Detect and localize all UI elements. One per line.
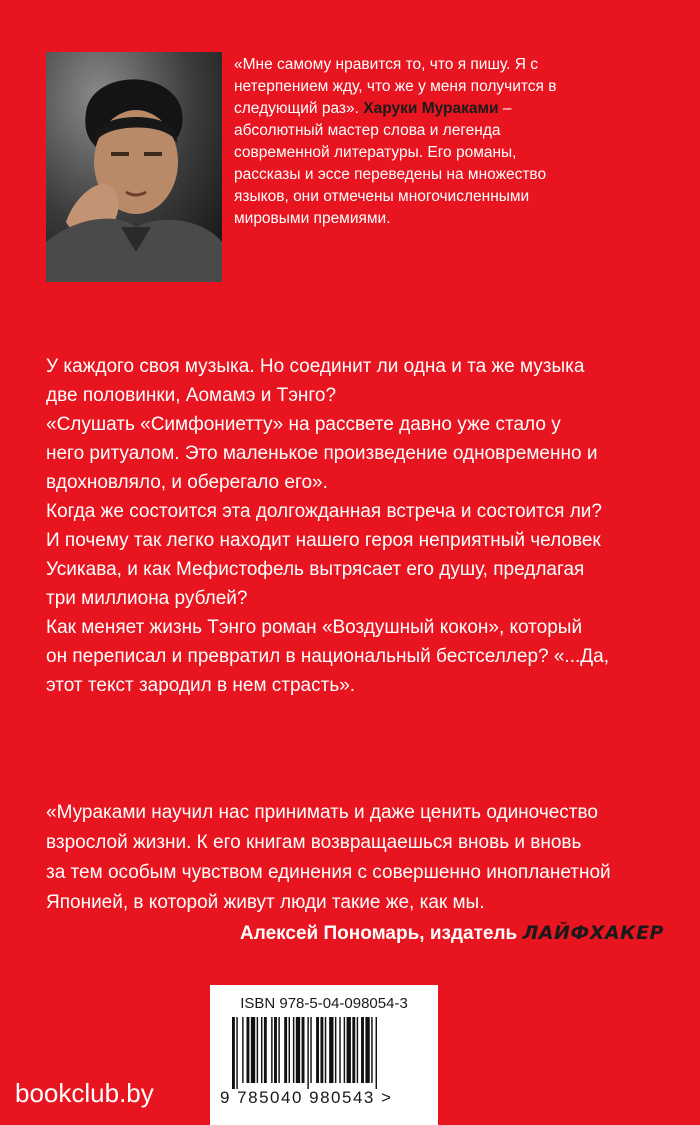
barcode-bar <box>289 1017 290 1083</box>
barcode-bar <box>316 1017 319 1083</box>
author-name: Харуки Мураками <box>363 100 499 117</box>
author-description: – абсолютный мастер слова и легенда современной литературы. Его романы, рассказы и эссе переведены на множество языков, они отмечены многочисленными мировыми премиями. <box>234 100 547 227</box>
barcode-bar <box>335 1017 336 1083</box>
barcode-bar <box>365 1017 369 1083</box>
barcode-bar <box>274 1017 277 1083</box>
barcode-bar <box>325 1017 326 1083</box>
barcode-digits: 9 785040 980543 > <box>220 1088 393 1107</box>
barcode-bar <box>278 1017 279 1083</box>
barcode-bar <box>352 1017 355 1083</box>
barcode-bar <box>320 1017 323 1083</box>
publisher-logo: ЛАЙФХАКЕР <box>522 922 664 944</box>
barcode-bar <box>251 1017 255 1083</box>
barcode-bar <box>284 1017 287 1083</box>
author-bio <box>234 54 574 230</box>
barcode-bar <box>344 1017 345 1083</box>
barcode-bars <box>232 1017 416 1089</box>
barcode-bar <box>257 1017 258 1083</box>
author-photo <box>46 52 222 282</box>
author-quote: «Мне самому нравится то, что я пишу. Я с нетерпением жду, что же у меня получится в следующий раз». <box>234 56 557 117</box>
reviewer-name: Алексей Пономарь, издатель <box>240 923 523 944</box>
review-attribution <box>0 922 664 945</box>
barcode-bar <box>293 1017 294 1083</box>
barcode-block <box>210 985 438 1125</box>
barcode-bar <box>261 1017 262 1083</box>
barcode-bar <box>232 1017 235 1089</box>
barcode-bar <box>242 1017 243 1083</box>
barcode-bar <box>271 1017 272 1083</box>
barcode-bar <box>296 1017 300 1083</box>
barcode-bar <box>371 1017 372 1083</box>
barcode-bar <box>376 1017 377 1089</box>
barcode-bar <box>347 1017 351 1083</box>
barcode-bar <box>357 1017 358 1083</box>
barcode-bar <box>264 1017 267 1083</box>
barcode-bar <box>329 1017 333 1083</box>
review-quote: «Мураками научил нас принимать и даже ценить одиночество взрослой жизни. К его книгам возвращаешься вновь и вновь за тем особым чувством единения с совершенно инопланетной Японией, в которой живут люди такие же, как мы. <box>46 802 611 913</box>
barcode-bar <box>307 1017 308 1089</box>
site-watermark: bookclub.by <box>15 1078 154 1108</box>
barcode-bar <box>302 1017 305 1083</box>
barcode-bar <box>310 1017 311 1083</box>
barcode-bar <box>361 1017 364 1083</box>
barcode-bar <box>339 1017 340 1083</box>
book-annotation: У каждого своя музыка. Но соединит ли одна и та же музыка две половинки, Аомамэ и Тэнго? «Слушать «Симфониетту» на рассвете давно уже стало у него ритуалом. Это маленькое произведение одновременно и вдохновляло, и оберегало его». Когда же состоится эта долгожданная встреча и состоится ли? И почему так легко находит нашего героя неприятный человек Усикава, и как Мефистофель вытрясает его душу, предлагая три миллиона рублей? Как меняет жизнь Тэнго роман «Воздушный кокон», который он переписал и превратил в национальный бестселлер? «...Да, этот текст зародил в нем страсть». <box>46 356 609 696</box>
isbn-number: ISBN 978-5-04-098054-3 <box>240 995 408 1012</box>
barcode-bar <box>236 1017 237 1089</box>
barcode-bar <box>247 1017 250 1083</box>
